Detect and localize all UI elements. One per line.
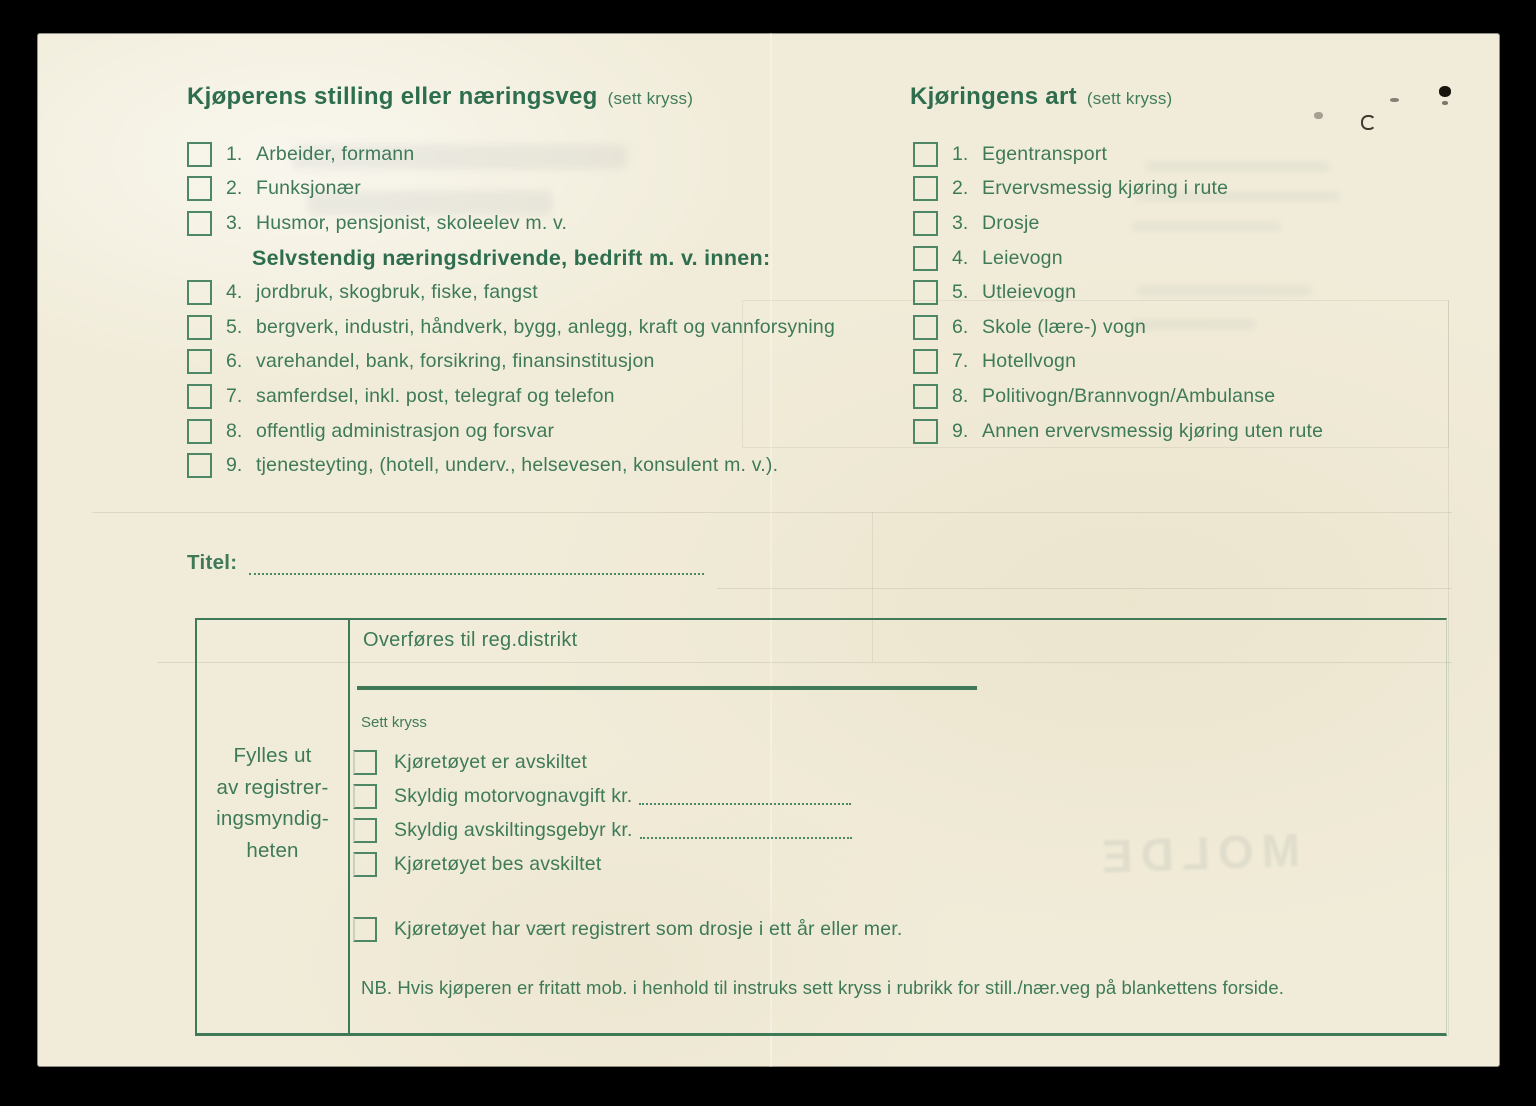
reg-box-left-label bbox=[197, 740, 348, 866]
ink-speck bbox=[1314, 112, 1323, 119]
item-number: 3. bbox=[226, 211, 243, 234]
item-number: 5. bbox=[226, 315, 243, 338]
item-label: Kjøretøyet bes avskiltet bbox=[394, 852, 602, 875]
checkbox-item bbox=[187, 275, 835, 310]
reg-checkbox-item bbox=[353, 745, 903, 779]
list-subheading: Selvstendig næringsdrivende, bedrift m. v. innen: bbox=[252, 245, 771, 270]
titel-row bbox=[187, 551, 704, 575]
checkbox-item bbox=[913, 414, 1323, 449]
sett-kryss-label: Sett kryss bbox=[361, 714, 427, 731]
registration-box bbox=[195, 618, 1447, 1036]
box-divider bbox=[348, 620, 350, 1033]
item-label: bergverk, industri, håndverk, bygg, anlegg, kraft og vannforsyning bbox=[256, 315, 836, 338]
checkbox-item bbox=[913, 275, 1323, 310]
item-number: 4. bbox=[952, 246, 969, 269]
item-number: 1. bbox=[952, 142, 969, 165]
buyer-occupation-list bbox=[187, 137, 835, 483]
ghost-line bbox=[92, 512, 1452, 513]
reg-checkbox-item bbox=[353, 813, 903, 847]
checkbox[interactable] bbox=[913, 280, 938, 305]
checkbox[interactable] bbox=[187, 349, 212, 374]
driving-type-list bbox=[913, 137, 1323, 448]
item-number: 1. bbox=[226, 142, 243, 165]
checkbox-item bbox=[913, 345, 1323, 380]
ink-speck bbox=[1390, 98, 1399, 102]
item-label: Politivogn/Brannvogn/Ambulanse bbox=[982, 384, 1276, 407]
item-label: Arbeider, formann bbox=[256, 142, 415, 165]
reg-checkbox-item bbox=[353, 779, 903, 813]
checkbox[interactable] bbox=[913, 176, 938, 201]
checkbox[interactable] bbox=[187, 384, 212, 409]
item-number: 3. bbox=[952, 211, 969, 234]
item-label: Hotellvogn bbox=[982, 350, 1077, 373]
nb-note: NB. Hvis kjøperen er fritatt mob. i henhold til instruks sett kryss i rubrikk for still./nær.veg på blankettens forside. bbox=[361, 977, 1284, 998]
item-label: Annen ervervsmessig kjøring uten rute bbox=[982, 419, 1324, 442]
checkbox[interactable] bbox=[913, 315, 938, 340]
reg-checkbox-list bbox=[353, 745, 903, 946]
item-number: 4. bbox=[226, 281, 243, 304]
item-label: samferdsel, inkl. post, telegraf og telefon bbox=[256, 384, 615, 407]
item-number: 5. bbox=[952, 281, 969, 304]
checkbox-item bbox=[187, 414, 835, 449]
checkbox-item bbox=[913, 206, 1323, 241]
ink-speck bbox=[1442, 101, 1448, 105]
checkbox-item bbox=[187, 137, 835, 172]
item-number: 7. bbox=[952, 350, 969, 373]
checkbox-item bbox=[187, 345, 835, 380]
checkbox-item bbox=[913, 310, 1323, 345]
reg-left-line: heten bbox=[246, 838, 299, 862]
checkbox[interactable] bbox=[353, 784, 377, 809]
transfer-district-input-line[interactable] bbox=[357, 686, 977, 690]
left-section-heading bbox=[187, 83, 693, 111]
item-number: 6. bbox=[226, 350, 243, 373]
left-section-title: Kjøperens stilling eller næringsveg bbox=[187, 83, 598, 110]
checkbox[interactable] bbox=[187, 142, 212, 167]
checkbox[interactable] bbox=[913, 211, 938, 236]
checkbox[interactable] bbox=[187, 211, 212, 236]
checkbox[interactable] bbox=[353, 818, 377, 843]
checkbox-item bbox=[187, 172, 835, 207]
titel-label: Titel: bbox=[187, 551, 238, 574]
right-section-note: (sett kryss) bbox=[1086, 89, 1173, 108]
item-label: jordbruk, skogbruk, fiske, fangst bbox=[256, 281, 538, 304]
amount-input-line[interactable] bbox=[639, 788, 851, 805]
left-section-note: (sett kryss) bbox=[607, 89, 694, 108]
ghost-line bbox=[1448, 300, 1449, 1036]
checkbox-item bbox=[913, 137, 1323, 172]
item-number: 9. bbox=[952, 419, 969, 442]
item-label: varehandel, bank, forsikring, finansinstitusjon bbox=[256, 350, 655, 373]
ink-speck bbox=[1439, 86, 1451, 97]
ink-speck bbox=[1361, 115, 1376, 130]
reg-checkbox-item bbox=[353, 847, 903, 881]
item-label: Leievogn bbox=[982, 246, 1063, 269]
checkbox-item bbox=[187, 206, 835, 241]
item-number: 7. bbox=[226, 384, 243, 407]
checkbox-item bbox=[187, 379, 835, 414]
item-number: 8. bbox=[226, 419, 243, 442]
ghost-stamp: MOLDE bbox=[1093, 823, 1301, 883]
checkbox[interactable] bbox=[187, 280, 212, 305]
checkbox[interactable] bbox=[913, 246, 938, 271]
item-number: 6. bbox=[952, 315, 969, 338]
item-label: Skyldig avskiltingsgebyr kr. bbox=[394, 818, 633, 841]
item-label: Funksjonær bbox=[256, 177, 361, 200]
reg-left-line: ingsmyndig- bbox=[216, 807, 329, 830]
item-label: Ervervsmessig kjøring i rute bbox=[982, 177, 1229, 200]
item-label: Egentransport bbox=[982, 142, 1108, 165]
item-label: Utleievogn bbox=[982, 281, 1077, 304]
checkbox-item bbox=[913, 241, 1323, 276]
checkbox[interactable] bbox=[913, 419, 938, 444]
checkbox-item bbox=[187, 448, 835, 483]
item-number: 8. bbox=[952, 384, 969, 407]
transfer-district-label: Overføres til reg.distrikt bbox=[363, 629, 578, 651]
item-label: Drosje bbox=[982, 211, 1040, 234]
checkbox[interactable] bbox=[913, 349, 938, 374]
checkbox[interactable] bbox=[913, 384, 938, 409]
item-number: 2. bbox=[952, 177, 969, 200]
item-label: tjenesteyting, (hotell, underv., helsevesen, konsulent m. v.). bbox=[256, 454, 779, 477]
amount-input-line[interactable] bbox=[640, 822, 852, 839]
item-label: Skole (lære-) vogn bbox=[982, 315, 1146, 338]
checkbox[interactable] bbox=[187, 453, 212, 478]
reg-left-line: av registrer- bbox=[216, 775, 329, 799]
form-card bbox=[37, 33, 1500, 1067]
item-label: Kjøretøyet har vært registrert som drosje i ett år eller mer. bbox=[394, 917, 903, 940]
checkbox-item bbox=[913, 379, 1323, 414]
checkbox[interactable] bbox=[187, 419, 212, 444]
checkbox-item bbox=[913, 172, 1323, 207]
right-section-title: Kjøringens art bbox=[910, 83, 1077, 110]
checkbox[interactable] bbox=[353, 852, 377, 877]
checkbox-item bbox=[187, 310, 835, 345]
item-label: Skyldig motorvognavgift kr. bbox=[394, 784, 633, 807]
titel-input-line[interactable] bbox=[249, 556, 704, 575]
item-number: 2. bbox=[226, 177, 243, 200]
item-label: offentlig administrasjon og forsvar bbox=[256, 419, 555, 442]
checkbox[interactable] bbox=[187, 315, 212, 340]
item-label: Husmor, pensjonist, skoleelev m. v. bbox=[256, 211, 568, 234]
checkbox[interactable] bbox=[913, 142, 938, 167]
item-number: 9. bbox=[226, 454, 243, 477]
right-section-heading bbox=[910, 83, 1172, 111]
checkbox[interactable] bbox=[353, 750, 377, 775]
list-subheading-row bbox=[187, 241, 835, 276]
reg-checkbox-item bbox=[353, 912, 903, 946]
item-label: Kjøretøyet er avskiltet bbox=[394, 750, 588, 773]
ghost-line bbox=[717, 588, 1452, 589]
reg-left-line: Fylles ut bbox=[233, 744, 312, 767]
checkbox[interactable] bbox=[187, 176, 212, 201]
checkbox[interactable] bbox=[353, 917, 377, 942]
